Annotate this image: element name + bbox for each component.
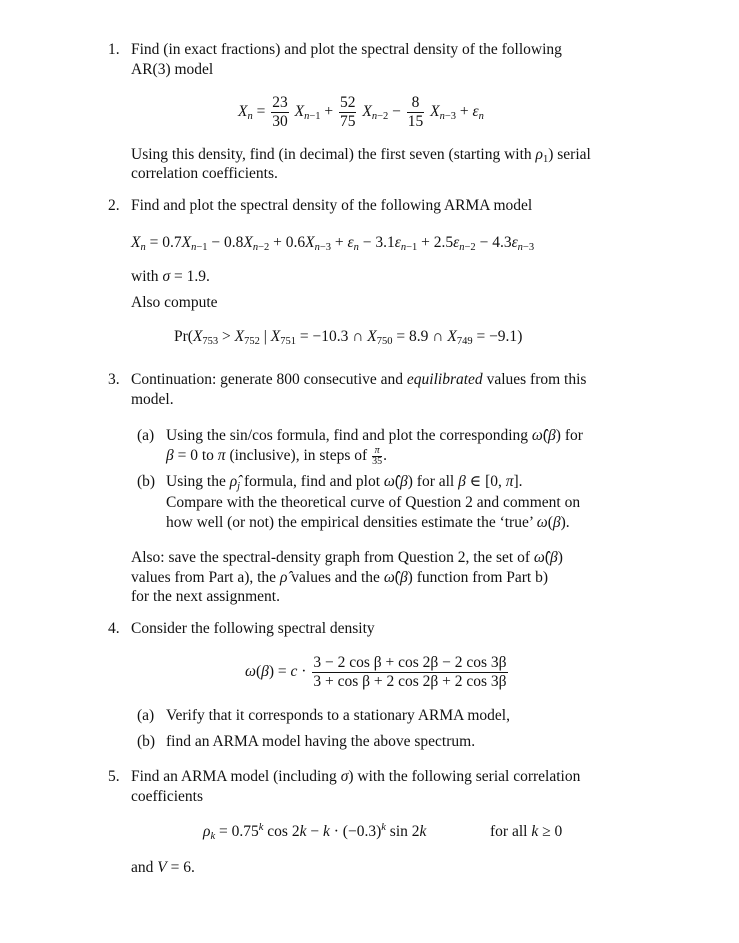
q4-spectral-density-equation: ω(β) = c · $\frac{\text{3 − 2 cos β + cos 2β − 2 cos 3β}}{\text{3 + cos β + 2 cos 2β + 2 cos 3β}}$ xyxy=(245,653,507,690)
q1-ar3-equation: $X_n$ = $\frac{23}{30}$ $X_{n-1}$ + $\frac{52}{75}$ $X_{n-2}$ − $\frac{8}{15}$ $X_{n-3} + \varepsilon_n$ xyxy=(238,93,484,130)
q3-text-line2: model. xyxy=(131,391,174,408)
q3a-line1: Using the sin/cos formula, find and plot the corresponding ω̂(β) for xyxy=(166,427,583,444)
q1-coef2-fraction: $\frac{52}{75}$ xyxy=(339,93,356,130)
q1-after-line2: correlation coefficients. xyxy=(131,165,278,182)
q4b-label: (b) xyxy=(137,733,156,750)
q4-text-line1: Consider the following spectral density xyxy=(131,620,375,637)
q5-number: 5. xyxy=(108,768,120,785)
q3b-line3: how well (or not) the empirical densities estimate the ‘true’ ω(β). xyxy=(166,514,570,531)
q3-also-line3: for the next assignment. xyxy=(131,588,280,605)
q5-rho-equation: $\rho_k = 0.75^k$ $\cos 2k - k \cdot (-0.3)^k$ sin 2k xyxy=(203,822,427,842)
q3-also-line1: Also: save the spectral-density graph from Question 2, the set of ω̂(β) xyxy=(131,549,563,566)
q2-arma-equation: $X_n = 0.7X_{n-1} - 0.8X_{n-2} + 0.6X_{n-3} + \varepsilon_n - 3.1\varepsilon_{n-1} + 2.5\varepsilon_{n-2} - 4.3\varepsilon_{n-3}$ xyxy=(131,234,535,253)
q3-text-line1: Continuation: generate 800 consecutive and equilibrated values from this xyxy=(131,371,587,388)
q2-text-line1: Find and plot the spectral density of the following ARMA model xyxy=(131,197,533,214)
q2-also-compute: Also compute xyxy=(131,294,218,311)
q3a-line2: β = 0 to π (inclusive), in steps of $\frac{\pi}{35}$ . xyxy=(166,445,387,467)
q2-number: 2. xyxy=(108,197,120,214)
q1-coef3-fraction: $\frac{8}{15}$ xyxy=(407,93,424,130)
q1-after-line1: Using this density, find (in decimal) the first seven (starting with $\rho_1$) serial xyxy=(131,146,591,165)
q4b-text: find an ARMA model having the above spectrum. xyxy=(166,733,476,750)
q5-rho-condition: for all k ≥ 0 xyxy=(490,823,563,840)
q3b-line2: Compare with the theoretical curve of Question 2 and comment on xyxy=(166,494,581,511)
q2-probability-expression: $Pr(X_{753} > X_{752}$ | $X_{751} = -10.3$ ∩ $X_{750} = 8.9$ ∩ $X_{749} = -9.1$) xyxy=(174,328,523,347)
q3a-label: (a) xyxy=(137,427,155,444)
q3a-step-fraction: $\frac{\pi}{35}$ xyxy=(372,445,383,467)
q1-coef1-fraction: $\frac{23}{30}$ xyxy=(272,93,288,130)
q1-number: 1. xyxy=(108,41,120,58)
q1-text-line2: AR(3) model xyxy=(131,61,214,78)
q3b-line1: Using the $\rhô_j$ formula, find and plot ω̂(β) for all β ∈ [0, π]. xyxy=(166,473,523,492)
q3-number: 3. xyxy=(108,371,120,388)
q5-text-line1: Find an ARMA model (including σ) with the following serial correlation xyxy=(131,768,581,785)
q4a-label: (a) xyxy=(137,707,155,724)
q4-density-fraction: $\frac{\text{3 − 2 cos β + cos 2β − 2 cos 3β}}{\text{3 + cos β + 2 cos 2β + 2 cos 3β}}$ xyxy=(313,653,507,690)
q2-sigma-line: with σ = 1.9. xyxy=(131,268,210,285)
q5-text-line2: coefficients xyxy=(131,788,204,805)
q5-v-line: and V = 6. xyxy=(131,859,195,876)
q3-also-line2: values from Part a), the ρ̂ values and the ω̂(β) function from Part b) xyxy=(131,569,549,586)
q4a-text: Verify that it corresponds to a stationary ARMA model, xyxy=(166,707,510,724)
q3b-label: (b) xyxy=(137,473,156,490)
q4-number: 4. xyxy=(108,620,120,637)
q1-text-line1: Find (in exact fractions) and plot the spectral density of the following xyxy=(131,41,562,58)
